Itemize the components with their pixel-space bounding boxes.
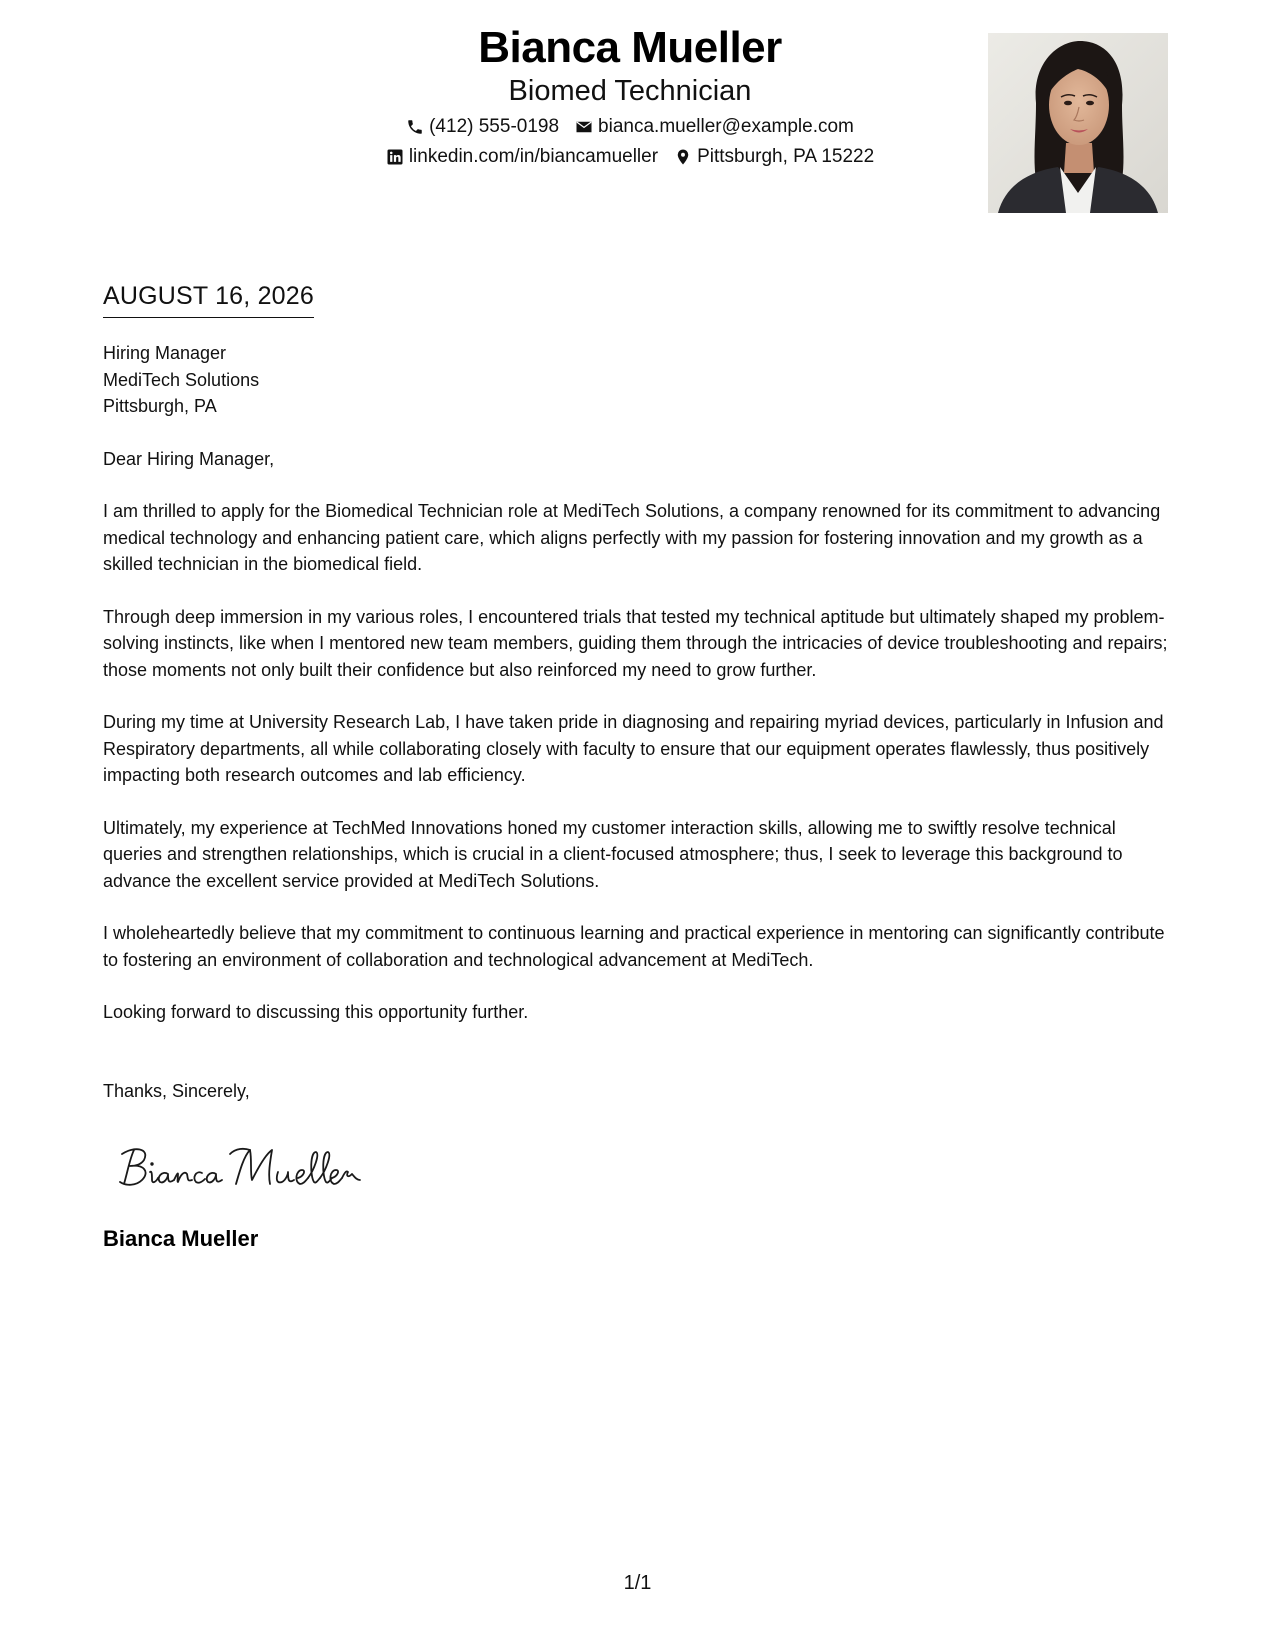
body-paragraph: Through deep immersion in my various roles, I encountered trials that tested my technical aptitude but ultimately shaped my problem-solving instincts, like when I mentored new team members, guiding them through the intricacies of device troubleshooting and repairs; those moments not only built their confidence but also reinforced my need to grow further.	[103, 606, 1168, 680]
salutation: Dear Hiring Manager,	[103, 448, 275, 469]
page-number: 1/1	[623, 1572, 652, 1594]
body-paragraph: I am thrilled to apply for the Biomedical Technician role at MediTech Solutions, a company renowned for its commitment to advancing medical technology and enhancing patient care, which aligns perfectly with my passion for fostering innovation and my growth as a skilled technician in the biomedical field.	[103, 501, 1161, 574]
signature-drawing	[110, 1140, 370, 1196]
letter-date: AUGUST 16, 2026	[103, 281, 314, 318]
handwritten-signature	[110, 1140, 370, 1196]
body-paragraph: During my time at University Research Lab, I have taken pride in diagnosing and repairing myriad devices, particularly in Infusion and Respiratory departments, all while collaborating closely with faculty to ensure that our equipment operates flawlessly, thus positively impacting both research outcomes and lab efficiency.	[103, 712, 1164, 785]
contact-email	[575, 115, 854, 139]
contact-linkedin	[386, 145, 658, 169]
body-paragraph: Ultimately, my experience at TechMed Innovations honed my customer interaction skills, allowing me to swiftly resolve technical queries and strengthen relationships, which is crucial in a client-focused atmosphere; thus, I seek to leverage this background to advance the excellent service provided at MediTech Solutions.	[103, 817, 1123, 891]
linkedin-url: linkedin.com/in/biancamueller	[408, 146, 659, 167]
body-paragraph: Looking forward to discussing this opportunity further.	[103, 1002, 529, 1022]
letter-body	[103, 340, 1178, 1104]
recipient-line: Hiring Manager	[103, 343, 227, 363]
applicant-title: Biomed Technician	[508, 75, 752, 107]
contact-location	[674, 145, 874, 169]
envelope-icon	[575, 118, 593, 136]
map-marker-icon	[674, 148, 692, 166]
recipient-line: Pittsburgh, PA	[103, 396, 217, 416]
email-address: bianca.mueller@example.com	[598, 116, 854, 137]
contact-phone	[406, 115, 559, 139]
phone-number: (412) 555-0198	[429, 116, 560, 137]
applicant-photo	[988, 33, 1168, 213]
linkedin-icon	[386, 148, 404, 166]
applicant-name: Bianca Mueller	[478, 23, 782, 72]
phone-icon	[406, 118, 424, 136]
body-paragraph: I wholeheartedly believe that my commitment to continuous learning and practical experience in mentoring can significantly contribute to fostering an environment of collaboration and technological advancement at MediTech.	[103, 923, 1165, 970]
closing: Thanks, Sincerely,	[103, 1080, 250, 1101]
recipient-line: MediTech Solutions	[103, 369, 260, 390]
portrait-photo	[988, 33, 1168, 213]
location-text: Pittsburgh, PA 15222	[697, 146, 875, 167]
signer-name: Bianca Mueller	[103, 1226, 259, 1251]
recipient-block	[103, 340, 1178, 420]
